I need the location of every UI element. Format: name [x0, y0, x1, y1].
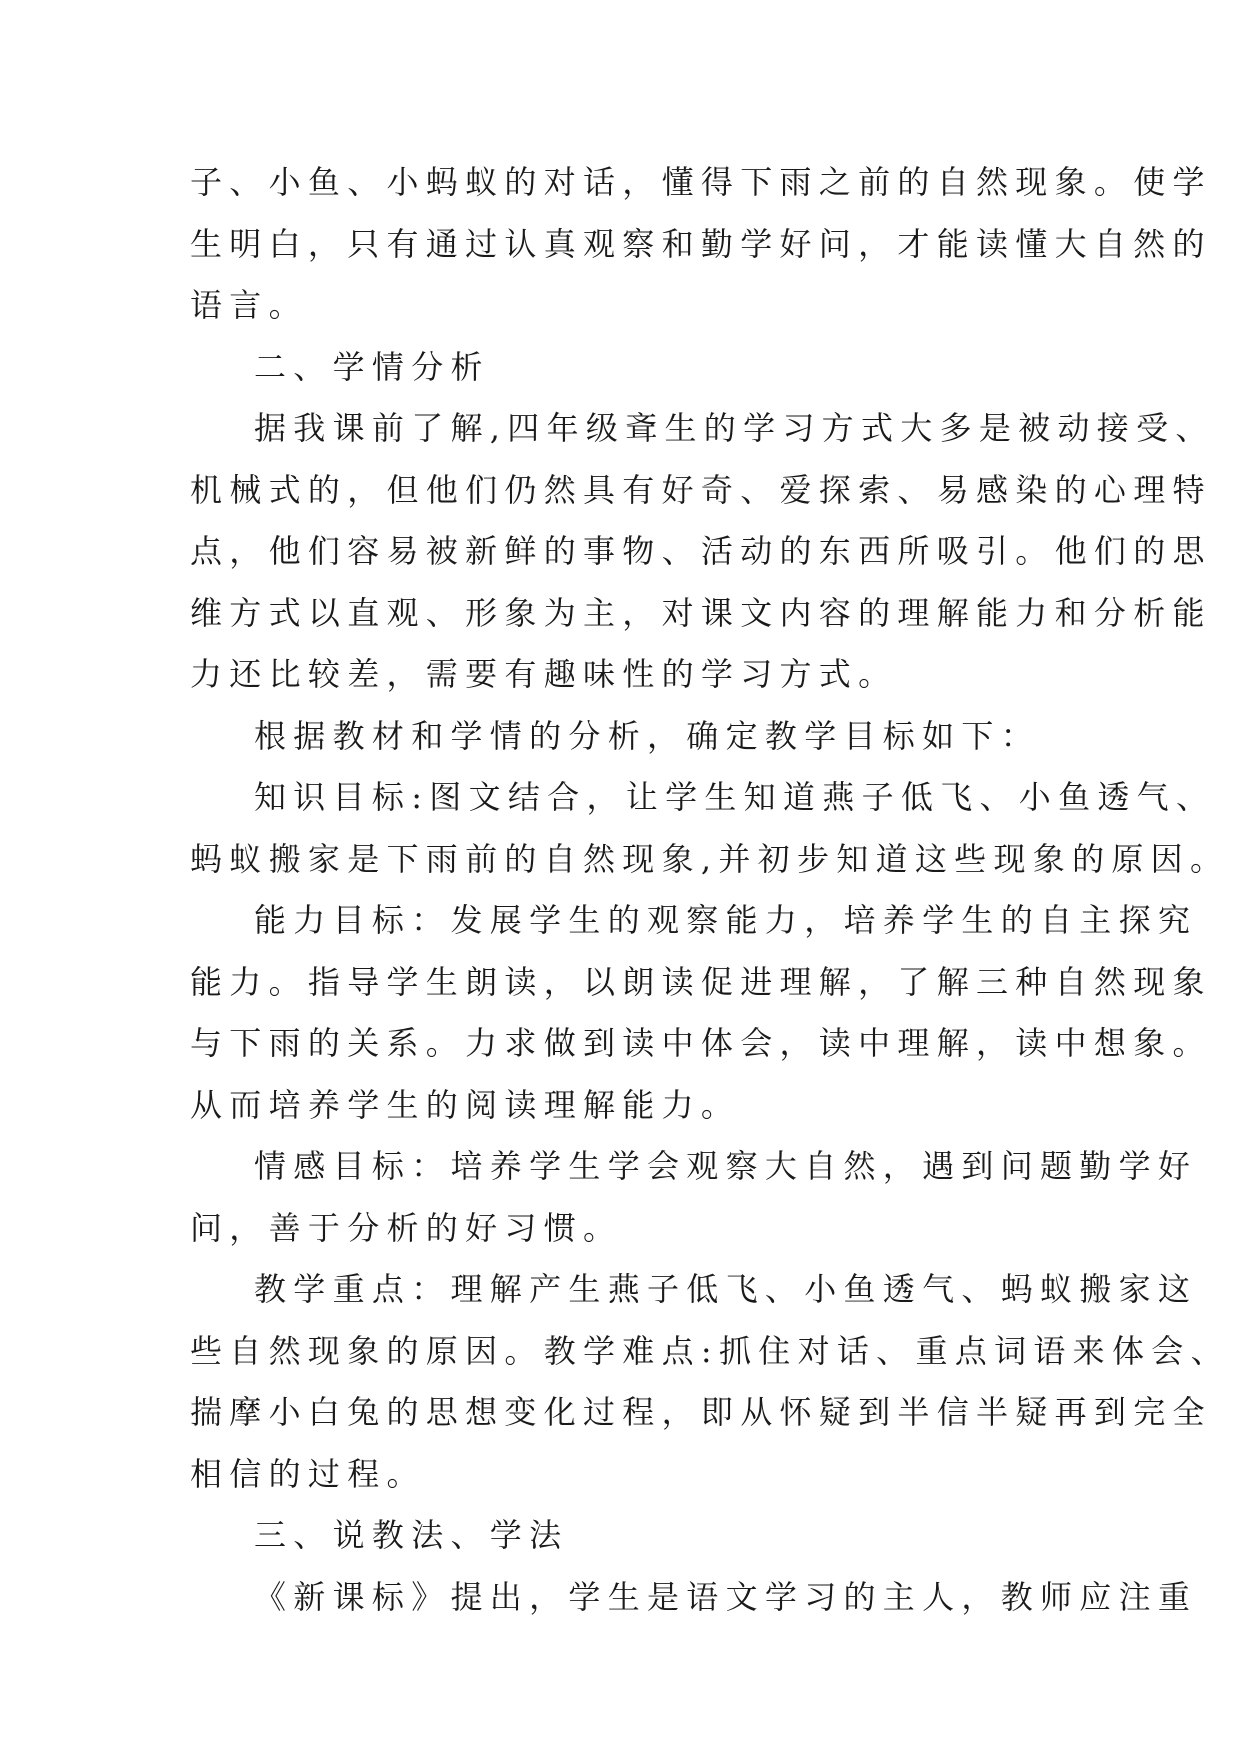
document-line: 根据教材和学情的分析，确定教学目标如下：: [254, 716, 1041, 755]
document-line: 能力目标：发展学生的观察能力，培养学生的自主探究: [254, 901, 1198, 939]
document-line: 维方式以直观、形象为主，对课文内容的理解能力和分析能: [190, 593, 1212, 632]
document-line: 相信的过程。: [190, 1454, 426, 1493]
document-line: 点，他们容易被新鲜的事物、活动的东西所吸引。他们的思: [190, 532, 1212, 570]
document-line: 些自然现象的原因。教学难点:抓住对话、重点词语来体会、: [190, 1331, 1230, 1370]
document-line: 子、小鱼、小蚂蚁的对话，懂得下雨之前的自然现象。使学: [190, 163, 1212, 201]
document-line: 问，善于分析的好习惯。: [190, 1208, 623, 1247]
document-line: 二、学情分析: [254, 347, 490, 386]
document-line: 揣摩小白兔的思想变化过程，即从怀疑到半信半疑再到完全: [190, 1393, 1212, 1431]
document-line: 蚂蚁搬家是下雨前的自然现象,并初步知道这些现象的原因。: [190, 839, 1230, 878]
document-body: [190, 152, 1230, 1628]
document-line: 情感目标：培养学生学会观察大自然，遇到问题勤学好: [254, 1147, 1198, 1185]
document-line: 与下雨的关系。力求做到读中体会，读中理解，读中想象。: [190, 1024, 1212, 1062]
document-line: 教学重点：理解产生燕子低飞、小鱼透气、蚂蚁搬家这: [254, 1270, 1198, 1308]
document-line: 从而培养学生的阅读理解能力。: [190, 1085, 741, 1124]
document-line: 机械式的，但他们仍然具有好奇、爱探索、易感染的心理特: [190, 470, 1212, 509]
document-line: 语言。: [190, 286, 308, 324]
document-line: 生明白，只有通过认真观察和勤学好问，才能读懂大自然的: [190, 224, 1212, 263]
document-line: 《新课标》提出，学生是语文学习的主人，教师应注重: [254, 1577, 1198, 1616]
document-line: 力还比较差，需要有趣味性的学习方式。: [190, 655, 898, 693]
document-line: 知识目标:图文结合，让学生知道燕子低飞、小鱼透气、: [254, 778, 1216, 816]
document-line: 能力。指导学生朗读，以朗读促进理解，了解三种自然现象: [190, 962, 1212, 1001]
document-line: 三、说教法、学法: [254, 1516, 569, 1554]
document-line: 据我课前了解,四年级斊生的学习方式大多是被动接受、: [254, 409, 1215, 447]
